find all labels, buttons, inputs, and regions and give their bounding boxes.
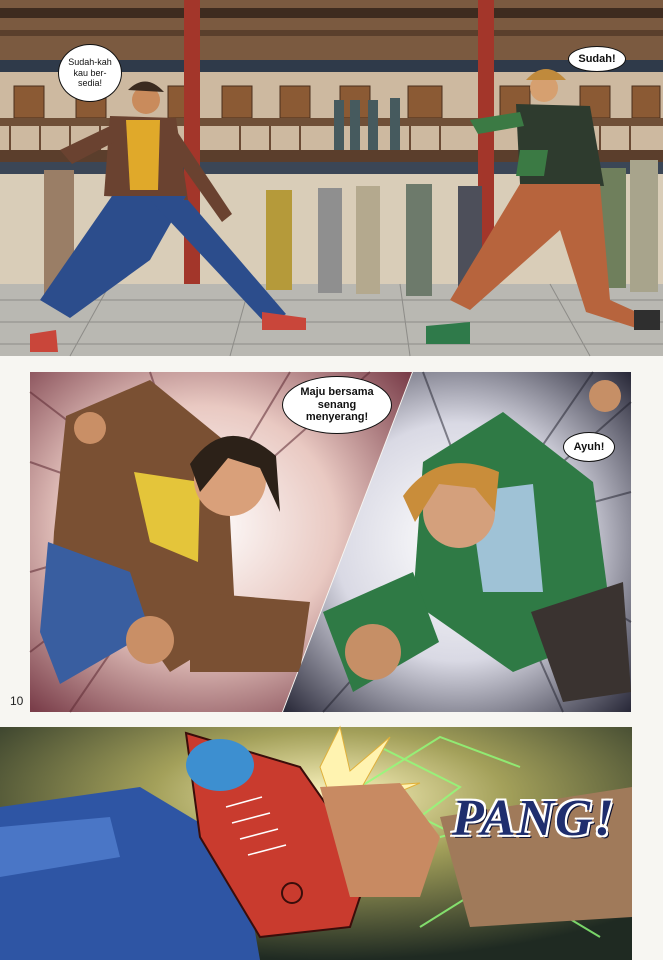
speech-bubble-sudah-kah: Sudah-kah kau ber-sedia! (58, 44, 122, 102)
panel-right-fighter-charge (263, 372, 631, 712)
panel-kick-impact (0, 727, 632, 960)
speech-bubble-ayuh: Ayuh! (563, 432, 615, 462)
right-fighter-illustration (263, 372, 631, 712)
panel-courtyard (0, 0, 663, 356)
speech-bubble-maju-bersama: Maju bersama senang menyerang! (282, 376, 392, 434)
speech-bubble-sudah: Sudah! (568, 46, 626, 72)
page-number: 10 (10, 694, 24, 708)
sound-effect-pang: PANG! (452, 790, 615, 847)
